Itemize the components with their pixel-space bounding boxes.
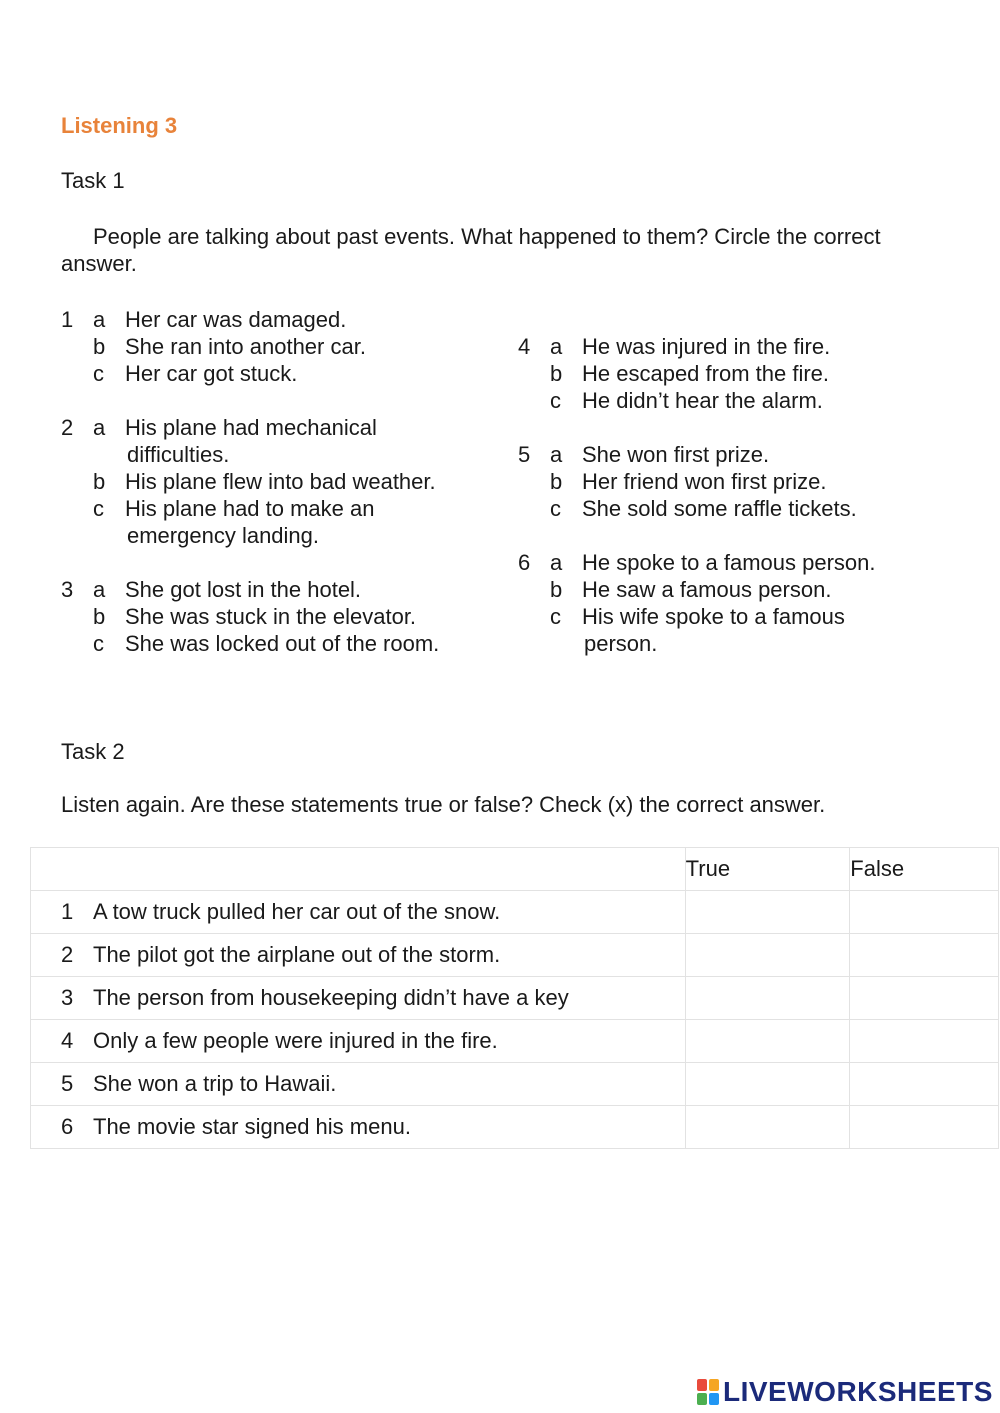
option-letter: c [93,496,104,521]
question-number: 1 [61,307,74,332]
option-text[interactable]: He didn’t hear the alarm. [582,388,823,413]
option-text[interactable]: She got lost in the hotel. [125,577,362,602]
table-row [31,1020,999,1063]
option-text[interactable]: His plane had mechanical [125,415,377,440]
false-answer-cell[interactable] [850,1063,999,1106]
true-answer-cell[interactable] [685,977,850,1020]
true-answer-cell[interactable] [685,891,850,934]
table-row [31,1063,999,1106]
task2-instruction: Listen again. Are these statements true or false? Check (x) the correct answer. [61,792,826,817]
option-text[interactable]: She was locked out of the room. [125,631,440,656]
option-letter: c [93,361,104,386]
table-header-row [31,848,999,891]
true-answer-cell[interactable] [685,1063,850,1106]
question-number: 3 [61,577,74,602]
option-text[interactable]: She sold some raffle tickets. [582,496,857,521]
option-text[interactable]: She was stuck in the elevator. [125,604,417,629]
statement-cell [31,934,686,977]
question-number: 4 [518,334,531,359]
brand-name: LIVEWORKSHEETS [723,1376,993,1407]
option-text[interactable]: He saw a famous person. [582,577,832,602]
statement-number: 5 [61,1071,74,1096]
statement-cell [31,1106,686,1149]
true-column-header: True [685,848,850,891]
option-letter: a [93,577,106,602]
false-answer-cell[interactable] [850,1106,999,1149]
statement-cell [31,1020,686,1063]
false-answer-cell[interactable] [850,977,999,1020]
table-row [31,1106,999,1149]
option-letter: c [550,604,561,629]
statement-text: She won a trip to Hawaii. [93,1071,337,1096]
statement-header [31,848,686,891]
option-text[interactable]: difficulties. [127,442,230,467]
option-text[interactable]: He was injured in the fire. [582,334,831,359]
statement-text: The pilot got the airplane out of the storm. [93,942,501,967]
option-letter: a [93,307,106,332]
option-letter: a [550,442,563,467]
statement-cell [31,977,686,1020]
task1-heading: Task 1 [61,168,125,193]
option-text[interactable]: person. [584,631,658,656]
task2-heading: Task 2 [61,739,125,764]
statement-number: 6 [61,1114,74,1139]
page-title: Listening 3 [61,113,178,138]
table-row [31,977,999,1020]
option-letter: b [93,334,106,359]
true-answer-cell[interactable] [685,1106,850,1149]
table-row [31,891,999,934]
option-text[interactable]: Her friend won first prize. [582,469,827,494]
option-text[interactable]: He escaped from the fire. [582,361,830,386]
false-answer-cell[interactable] [850,891,999,934]
true-false-table [30,847,999,1149]
task1-instruction [61,223,951,277]
option-letter: a [93,415,106,440]
option-text[interactable]: Her car was damaged. [125,307,347,332]
question-number: 5 [518,442,531,467]
brand-logo [697,1376,993,1408]
option-text[interactable]: Her car got stuck. [125,361,298,386]
option-text[interactable]: She ran into another car. [125,334,366,359]
option-letter: b [550,577,563,602]
option-text[interactable]: She won first prize. [582,442,770,467]
statement-cell [31,891,686,934]
statement-cell [31,1063,686,1106]
statement-number: 3 [61,985,74,1010]
option-text[interactable]: His plane had to make an [125,496,375,521]
option-letter: c [93,631,104,656]
option-letter: b [93,604,106,629]
option-text[interactable]: His wife spoke to a famous [582,604,845,629]
option-letter: a [550,550,563,575]
option-text[interactable]: emergency landing. [127,523,320,548]
option-letter: b [93,469,106,494]
true-answer-cell[interactable] [685,934,850,977]
option-text[interactable]: His plane flew into bad weather. [125,469,436,494]
statement-text: A tow truck pulled her car out of the snow. [93,899,501,924]
task1-instruction-text: People are talking about past events. What happened to them? Circle the correct answer. [61,224,881,276]
question-number: 6 [518,550,531,575]
option-letter: b [550,361,563,386]
statement-text: The movie star signed his menu. [93,1114,411,1139]
false-column-header: False [850,848,999,891]
true-answer-cell[interactable] [685,1020,850,1063]
liveworksheets-logo-icon [697,1379,719,1405]
false-answer-cell[interactable] [850,934,999,977]
option-text[interactable]: He spoke to a famous person. [582,550,876,575]
question-number: 2 [61,415,74,440]
statement-number: 2 [61,942,74,967]
statement-number: 4 [61,1028,74,1053]
statement-text: Only a few people were injured in the fire. [93,1028,498,1053]
statement-number: 1 [61,899,74,924]
option-letter: a [550,334,563,359]
table-row [31,934,999,977]
false-answer-cell[interactable] [850,1020,999,1063]
statement-text: The person from housekeeping didn’t have a key [93,985,569,1010]
option-letter: b [550,469,563,494]
option-letter: c [550,388,561,413]
option-letter: c [550,496,561,521]
